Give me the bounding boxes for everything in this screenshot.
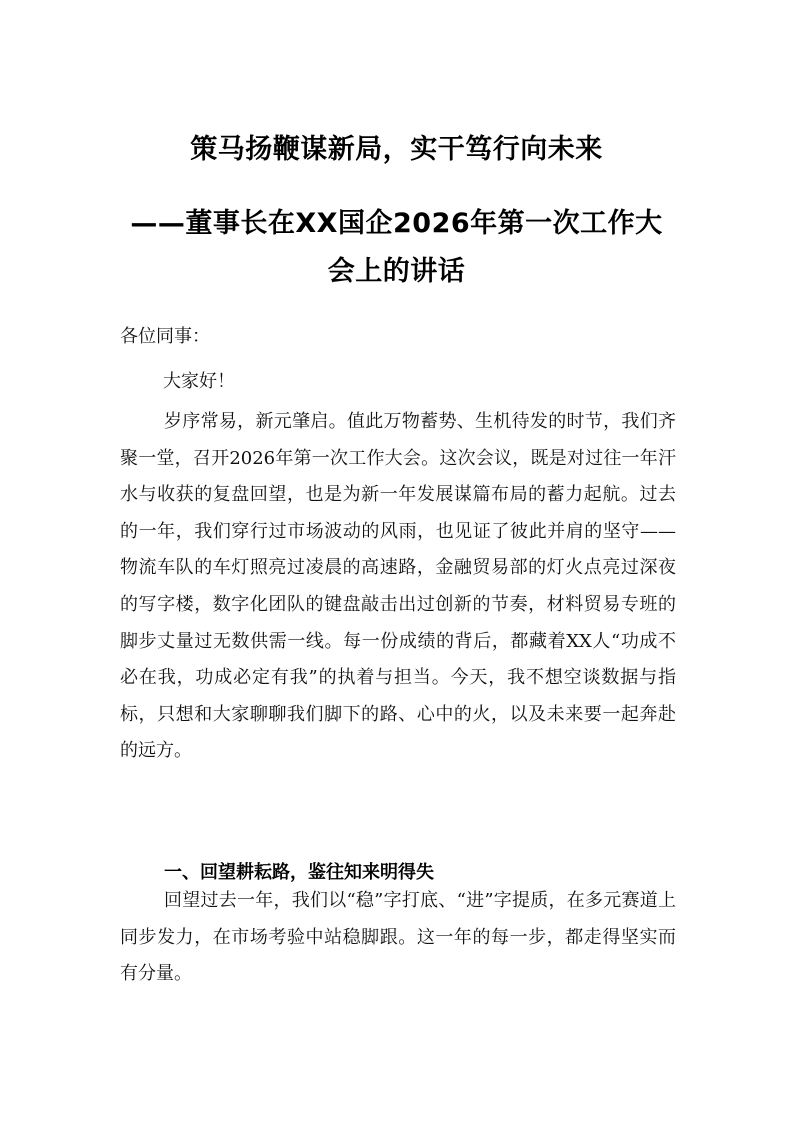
paragraph-review: 回望过去一年，我们以“稳”字打底、“进”字提质，在多元赛道上同步发力，在市场考验中站稳脚跟。这一年的每一步，都走得坚实而有分量。 bbox=[120, 890, 676, 985]
greeting: 大家好！ bbox=[163, 371, 235, 392]
section-heading-1: 一、回望耕耘路，鉴往知来明得失 bbox=[164, 862, 434, 883]
document-title: 策马扬鞭谋新局，实干笃行向未来 bbox=[190, 134, 603, 165]
salutation: 各位同事： bbox=[120, 326, 210, 347]
document-subtitle: ——董事长在XX国企2026年第一次工作大会上的讲话 bbox=[130, 208, 663, 287]
paragraph-intro: 岁序常易，新元肇启。值此万物蓄势、生机待发的时节，我们齐聚一堂，召开2026年第一次工作大会。这次会议，既是对过往一年汗水与收获的复盘回望，也是为新一年发展谋篇布局的蓄力起航。过去的一年，我们穿行过市场波动的风雨，也见证了彼此并肩的坚守——物流车队的车灯照亮过凌晨的高速路，金融贸易部的灯火点亮过深夜的写字楼，数字化团队的键盘敲击出过创新的节奏，材料贸易专班的脚步丈量过无数供需一线。每一份成绩的背后，都藏着XX人“功成不必在我，功成必定有我”的执着与担当。今天，我不想空谈数据与指标，只想和大家聊聊我们脚下的路、心中的火，以及未来要一起奔赴的远方。 bbox=[120, 411, 676, 762]
